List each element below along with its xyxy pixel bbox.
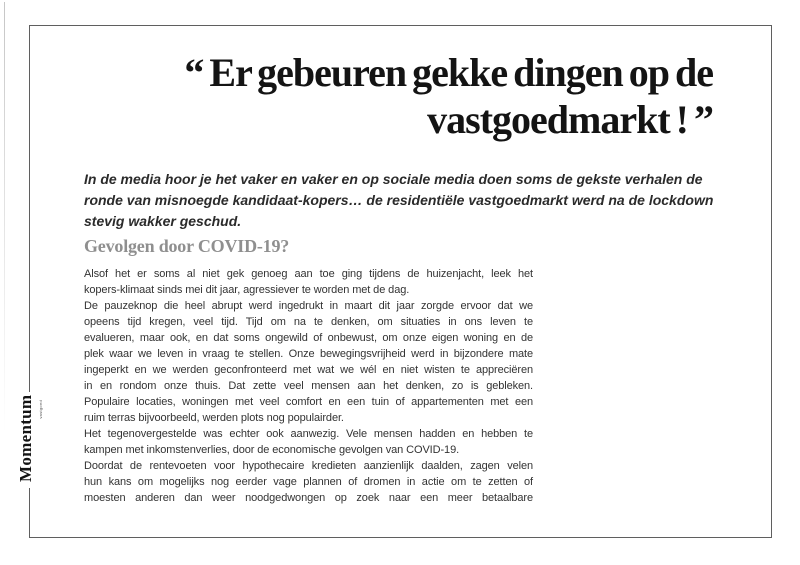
intro-line: stevig wakker geschud. [84, 213, 242, 229]
body-line: Populaire locaties, woningen met veel comfort en een tuin of appartementen met een [84, 396, 533, 408]
body-text [84, 266, 533, 506]
section-heading: Gevolgen door COVID-19? [84, 236, 290, 256]
body-line: Doordat de rentevoeten voor hypothecaire kredieten aanzienlijk daalden, zagen velen [84, 460, 533, 472]
momentum-logo-subtext: vastgoed [38, 400, 43, 419]
momentum-logo-text: Momentum [16, 394, 35, 482]
body-line: kopers-klimaat sinds mei dit jaar, agressiever te worden met de dag. [84, 284, 410, 296]
body-line: De pauzeknop die heel abrupt werd ingedrukt in maart dit jaar zorgde ervoor dat we [84, 300, 533, 312]
body-line: Het tegenovergestelde was echter ook aanwezig. Vele mensen hadden en hebben te [84, 428, 533, 440]
body-line: ingeperkt en we werden geconfronteerd met wat we wél en niet wisten te appreciëren [84, 364, 533, 376]
body-line: kampen met inkomstenverlies, door de economische gevolgen van COVID-19. [84, 444, 460, 456]
headline-line-1: “ Er gebeuren gekke dingen op de [184, 50, 713, 95]
body-line: Alsof het er soms al niet gek genoeg aan toe ging tijdens de huizenjacht, leek het [84, 268, 533, 280]
headline-line-2: vastgoedmarkt ! ” [427, 97, 713, 142]
page-fold-line [4, 2, 5, 432]
body-line: opeens tijd kregen, veel tijd. Tijd om na te denken, om situaties in ons leven te [84, 316, 533, 328]
intro-line: In de media hoor je het vaker en vaker en op sociale media doen soms de gekste verhalen de [84, 171, 703, 187]
momentum-logo [12, 392, 46, 488]
body-line: ruim terras bijvoorbeeld, werden plots nog populairder. [84, 412, 344, 424]
intro-paragraph [84, 169, 713, 232]
body-line: evalueren, maar ook, en dat soms ongewild of onbewust, om onze eigen woning en de [84, 332, 533, 344]
headline [60, 49, 713, 143]
body-line: in en rondom onze thuis. Dat zette veel mensen aan het denken, zo is gebleken. [84, 380, 533, 392]
body-line: plek waar we leven in vraag te stellen. Onze bewegingsvrijheid werd in bijzondere mate [84, 348, 533, 360]
body-line: hun kans om mogelijks nog eerder vage plannen of dromen in actie om te zetten of [84, 476, 533, 488]
intro-line: ronde van misnoegde kandidaat-kopers… de residentiële vastgoedmarkt werd na de lockdown [84, 192, 714, 208]
body-line: moesten anderen dan weer noodgedwongen op zoek naar een meer betaalbare [84, 492, 533, 504]
